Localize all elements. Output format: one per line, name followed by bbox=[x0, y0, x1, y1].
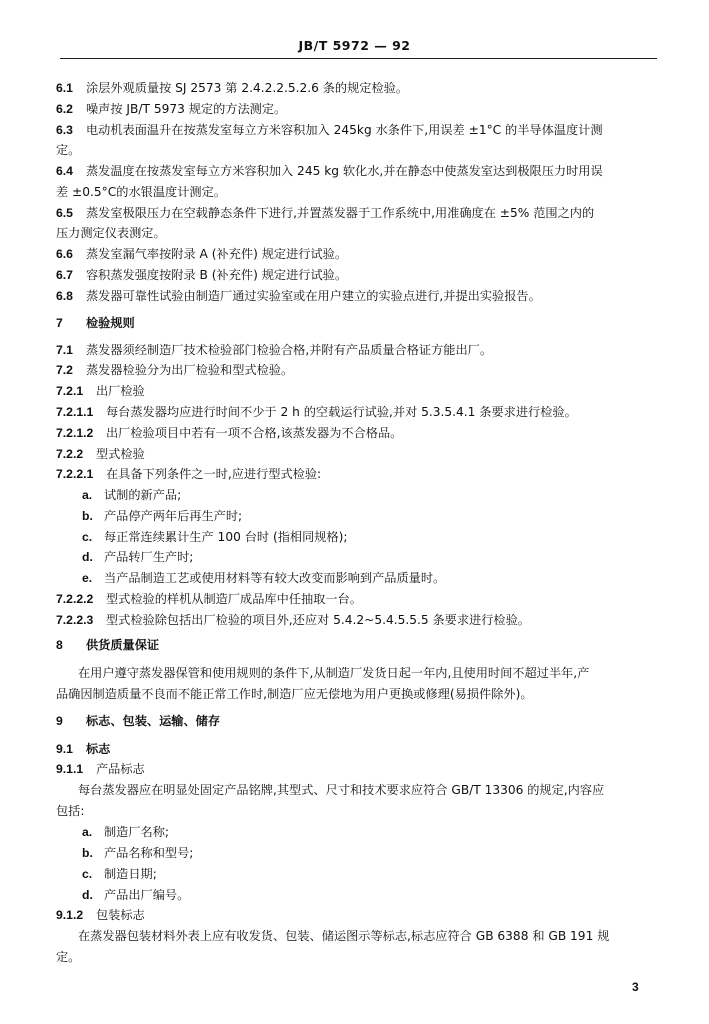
clause-text: 蒸发器检验分为出厂检验和型式检验。 bbox=[86, 363, 294, 377]
clause-number: 6.8 bbox=[56, 289, 73, 303]
clause-text: 差 ±0.5°C的水银温度计测定。 bbox=[56, 185, 226, 199]
clause-number: 6.3 bbox=[56, 123, 73, 137]
section-number: 7 bbox=[56, 316, 63, 330]
clause-text: 噪声按 JB/T 5973 规定的方法测定。 bbox=[86, 102, 287, 116]
list-label: b. bbox=[82, 509, 93, 523]
clause-7-2-1-2 bbox=[56, 424, 662, 442]
standard-header: JB/T 5972 — 92 bbox=[298, 38, 411, 53]
clause-text: 蒸发室极限压力在空载静态条件下进行,并置蒸发器于工作系统中,用准确度在 ±5% 范围之内的 bbox=[86, 206, 595, 220]
clause-7-2-2-1 bbox=[56, 465, 662, 483]
clause-number: 7.2.1.2 bbox=[56, 426, 94, 440]
list-label: c. bbox=[82, 867, 93, 881]
clause-9-1-1 bbox=[56, 760, 662, 778]
clause-text: 型式检验除包括出厂检验的项目外,还应对 5.4.2~5.4.5.5.5 条要求进行检验。 bbox=[106, 613, 530, 627]
section-title: 供货质量保证 bbox=[86, 638, 160, 652]
clause-number: 6.6 bbox=[56, 247, 73, 261]
clause-7-2-1 bbox=[56, 382, 662, 400]
section-number: 9 bbox=[56, 714, 63, 728]
clause-6-4-cont bbox=[56, 183, 662, 201]
list-text: 制造日期; bbox=[104, 867, 157, 881]
clause-number: 7.2.1 bbox=[56, 384, 84, 398]
list-text: 制造厂名称; bbox=[104, 825, 170, 839]
clause-number: 6.2 bbox=[56, 102, 73, 116]
list-text: 当产品制造工艺或使用材料等有较大改变而影响到产品质量时。 bbox=[104, 571, 446, 585]
clause-number: 7.1 bbox=[56, 343, 73, 357]
nameplate-paragraph-line-1 bbox=[78, 781, 684, 799]
paragraph-text: 在蒸发器包装材料外表上应有收发货、包装、储运图示等标志,标志应符合 GB 6388 和 GB 191 规 bbox=[78, 929, 610, 943]
clause-text: 产品标志 bbox=[96, 762, 145, 776]
clause-text: 容积蒸发强度按附录 B (补充件) 规定进行试验。 bbox=[86, 268, 348, 282]
clause-number: 9.1.1 bbox=[56, 762, 84, 776]
clause-number: 7.2.2.3 bbox=[56, 613, 94, 627]
clause-text: 蒸发器须经制造厂技术检验部门检验合格,并附有产品质量合格证方能出厂。 bbox=[86, 343, 493, 357]
list-item-c bbox=[82, 528, 688, 546]
clause-6-7 bbox=[56, 266, 662, 284]
clause-6-3 bbox=[56, 121, 662, 139]
clause-7-2-2 bbox=[56, 445, 662, 463]
section-8-paragraph-line-2 bbox=[56, 685, 662, 703]
clause-text: 在具备下列条件之一时,应进行型式检验: bbox=[106, 467, 322, 481]
clause-number: 6.1 bbox=[56, 81, 73, 95]
nameplate-item-c bbox=[82, 865, 688, 883]
list-label: d. bbox=[82, 550, 93, 564]
clause-text: 蒸发室漏气率按附录 A (补充件) 规定进行试验。 bbox=[86, 247, 348, 261]
clause-text: 包装标志 bbox=[96, 908, 145, 922]
clause-text: 出厂检验项目中若有一项不合格,该蒸发器为不合格品。 bbox=[106, 426, 403, 440]
clause-6-8 bbox=[56, 287, 662, 305]
clause-7-2-2-3 bbox=[56, 611, 662, 629]
section-8-heading bbox=[56, 636, 662, 654]
packaging-paragraph-line-2 bbox=[56, 948, 662, 966]
clause-6-5 bbox=[56, 204, 662, 222]
section-number: 8 bbox=[56, 638, 63, 652]
paragraph-text: 每台蒸发器应在明显处固定产品铭牌,其型式、尺寸和技术要求应符合 GB/T 13306 的规定,内容应 bbox=[78, 783, 605, 797]
clause-text: 蒸发器可靠性试验由制造厂通过实验室或在用户建立的实验点进行,并提出实验报告。 bbox=[86, 289, 541, 303]
paragraph-text: 包括: bbox=[56, 804, 85, 818]
clause-text: 每台蒸发器均应进行时间不少于 2 h 的空载运行试验,并对 5.3.5.4.1 条要求进行检验。 bbox=[106, 405, 577, 419]
clause-text: 电动机表面温升在按蒸发室每立方米容积加入 245kg 水条件下,用误差 ±1°C 的半导体温度计测 bbox=[86, 123, 603, 137]
list-text: 产品停产两年后再生产时; bbox=[104, 509, 243, 523]
clause-number: 9.1.2 bbox=[56, 908, 84, 922]
clause-6-5-cont bbox=[56, 224, 662, 242]
clause-6-1 bbox=[56, 79, 662, 97]
list-text: 产品转厂生产时; bbox=[104, 550, 194, 564]
clause-number: 6.7 bbox=[56, 268, 73, 282]
clause-text: 标志 bbox=[86, 742, 111, 756]
clause-text: 蒸发温度在按蒸发室每立方米容积加入 245 kg 软化水,并在静态中使蒸发室达到极限压力时用误 bbox=[86, 164, 603, 178]
clause-text: 定。 bbox=[56, 143, 81, 157]
header-rule bbox=[60, 58, 657, 59]
clause-7-2-2-2 bbox=[56, 590, 662, 608]
clause-6-6 bbox=[56, 245, 662, 263]
clause-number: 7.2.1.1 bbox=[56, 405, 94, 419]
section-8-paragraph-line-1 bbox=[78, 664, 684, 682]
list-text: 试制的新产品; bbox=[104, 488, 182, 502]
clause-number: 6.4 bbox=[56, 164, 73, 178]
paragraph-text: 品确因制造质量不良而不能正常工作时,制造厂应无偿地为用户更换或修理(易损件除外)。 bbox=[56, 687, 533, 701]
list-label: c. bbox=[82, 530, 93, 544]
list-text: 产品出厂编号。 bbox=[104, 888, 190, 902]
clause-7-1 bbox=[56, 341, 662, 359]
section-title: 检验规则 bbox=[86, 316, 135, 330]
nameplate-item-b bbox=[82, 844, 688, 862]
clause-number: 7.2.2.1 bbox=[56, 467, 94, 481]
section-7-heading bbox=[56, 314, 662, 332]
clause-text: 涂层外观质量按 SJ 2573 第 2.4.2.2.5.2.6 条的规定检验。 bbox=[86, 81, 409, 95]
paragraph-text: 在用户遵守蒸发器保管和使用规则的条件下,从制造厂发货日起一年内,且使用时间不超过半年,产 bbox=[78, 666, 590, 680]
clause-7-2 bbox=[56, 361, 662, 379]
list-label: b. bbox=[82, 846, 93, 860]
list-label: e. bbox=[82, 571, 93, 585]
list-label: d. bbox=[82, 888, 93, 902]
list-label: a. bbox=[82, 825, 93, 839]
clause-text: 型式检验 bbox=[96, 447, 145, 461]
clause-9-1-2 bbox=[56, 906, 662, 924]
nameplate-paragraph-line-2 bbox=[56, 802, 662, 820]
clause-number: 7.2.2.2 bbox=[56, 592, 94, 606]
nameplate-item-d bbox=[82, 886, 688, 904]
clause-7-2-1-1 bbox=[56, 403, 662, 421]
clause-number: 6.5 bbox=[56, 206, 73, 220]
clause-6-4 bbox=[56, 162, 662, 180]
clause-number: 7.2 bbox=[56, 363, 73, 377]
list-item-b bbox=[82, 507, 688, 525]
section-title: 标志、包装、运输、储存 bbox=[86, 714, 221, 728]
clause-text: 型式检验的样机从制造厂成品库中任抽取一台。 bbox=[106, 592, 362, 606]
clause-number: 9.1 bbox=[56, 742, 73, 756]
list-item-d bbox=[82, 548, 688, 566]
list-text: 每正常连续累计生产 100 台时 (指相同规格); bbox=[104, 530, 348, 544]
section-9-heading bbox=[56, 712, 662, 730]
list-item-a bbox=[82, 486, 688, 504]
clause-number: 7.2.2 bbox=[56, 447, 84, 461]
list-item-e bbox=[82, 569, 688, 587]
clause-9-1 bbox=[56, 740, 662, 758]
list-label: a. bbox=[82, 488, 93, 502]
packaging-paragraph-line-1 bbox=[78, 927, 684, 945]
clause-text: 压力测定仪表测定。 bbox=[56, 226, 166, 240]
nameplate-item-a bbox=[82, 823, 688, 841]
clause-6-2 bbox=[56, 100, 662, 118]
page-number: 3 bbox=[632, 980, 639, 994]
clause-text: 出厂检验 bbox=[96, 384, 145, 398]
list-text: 产品名称和型号; bbox=[104, 846, 194, 860]
clause-6-3-cont bbox=[56, 141, 662, 159]
paragraph-text: 定。 bbox=[56, 950, 81, 964]
